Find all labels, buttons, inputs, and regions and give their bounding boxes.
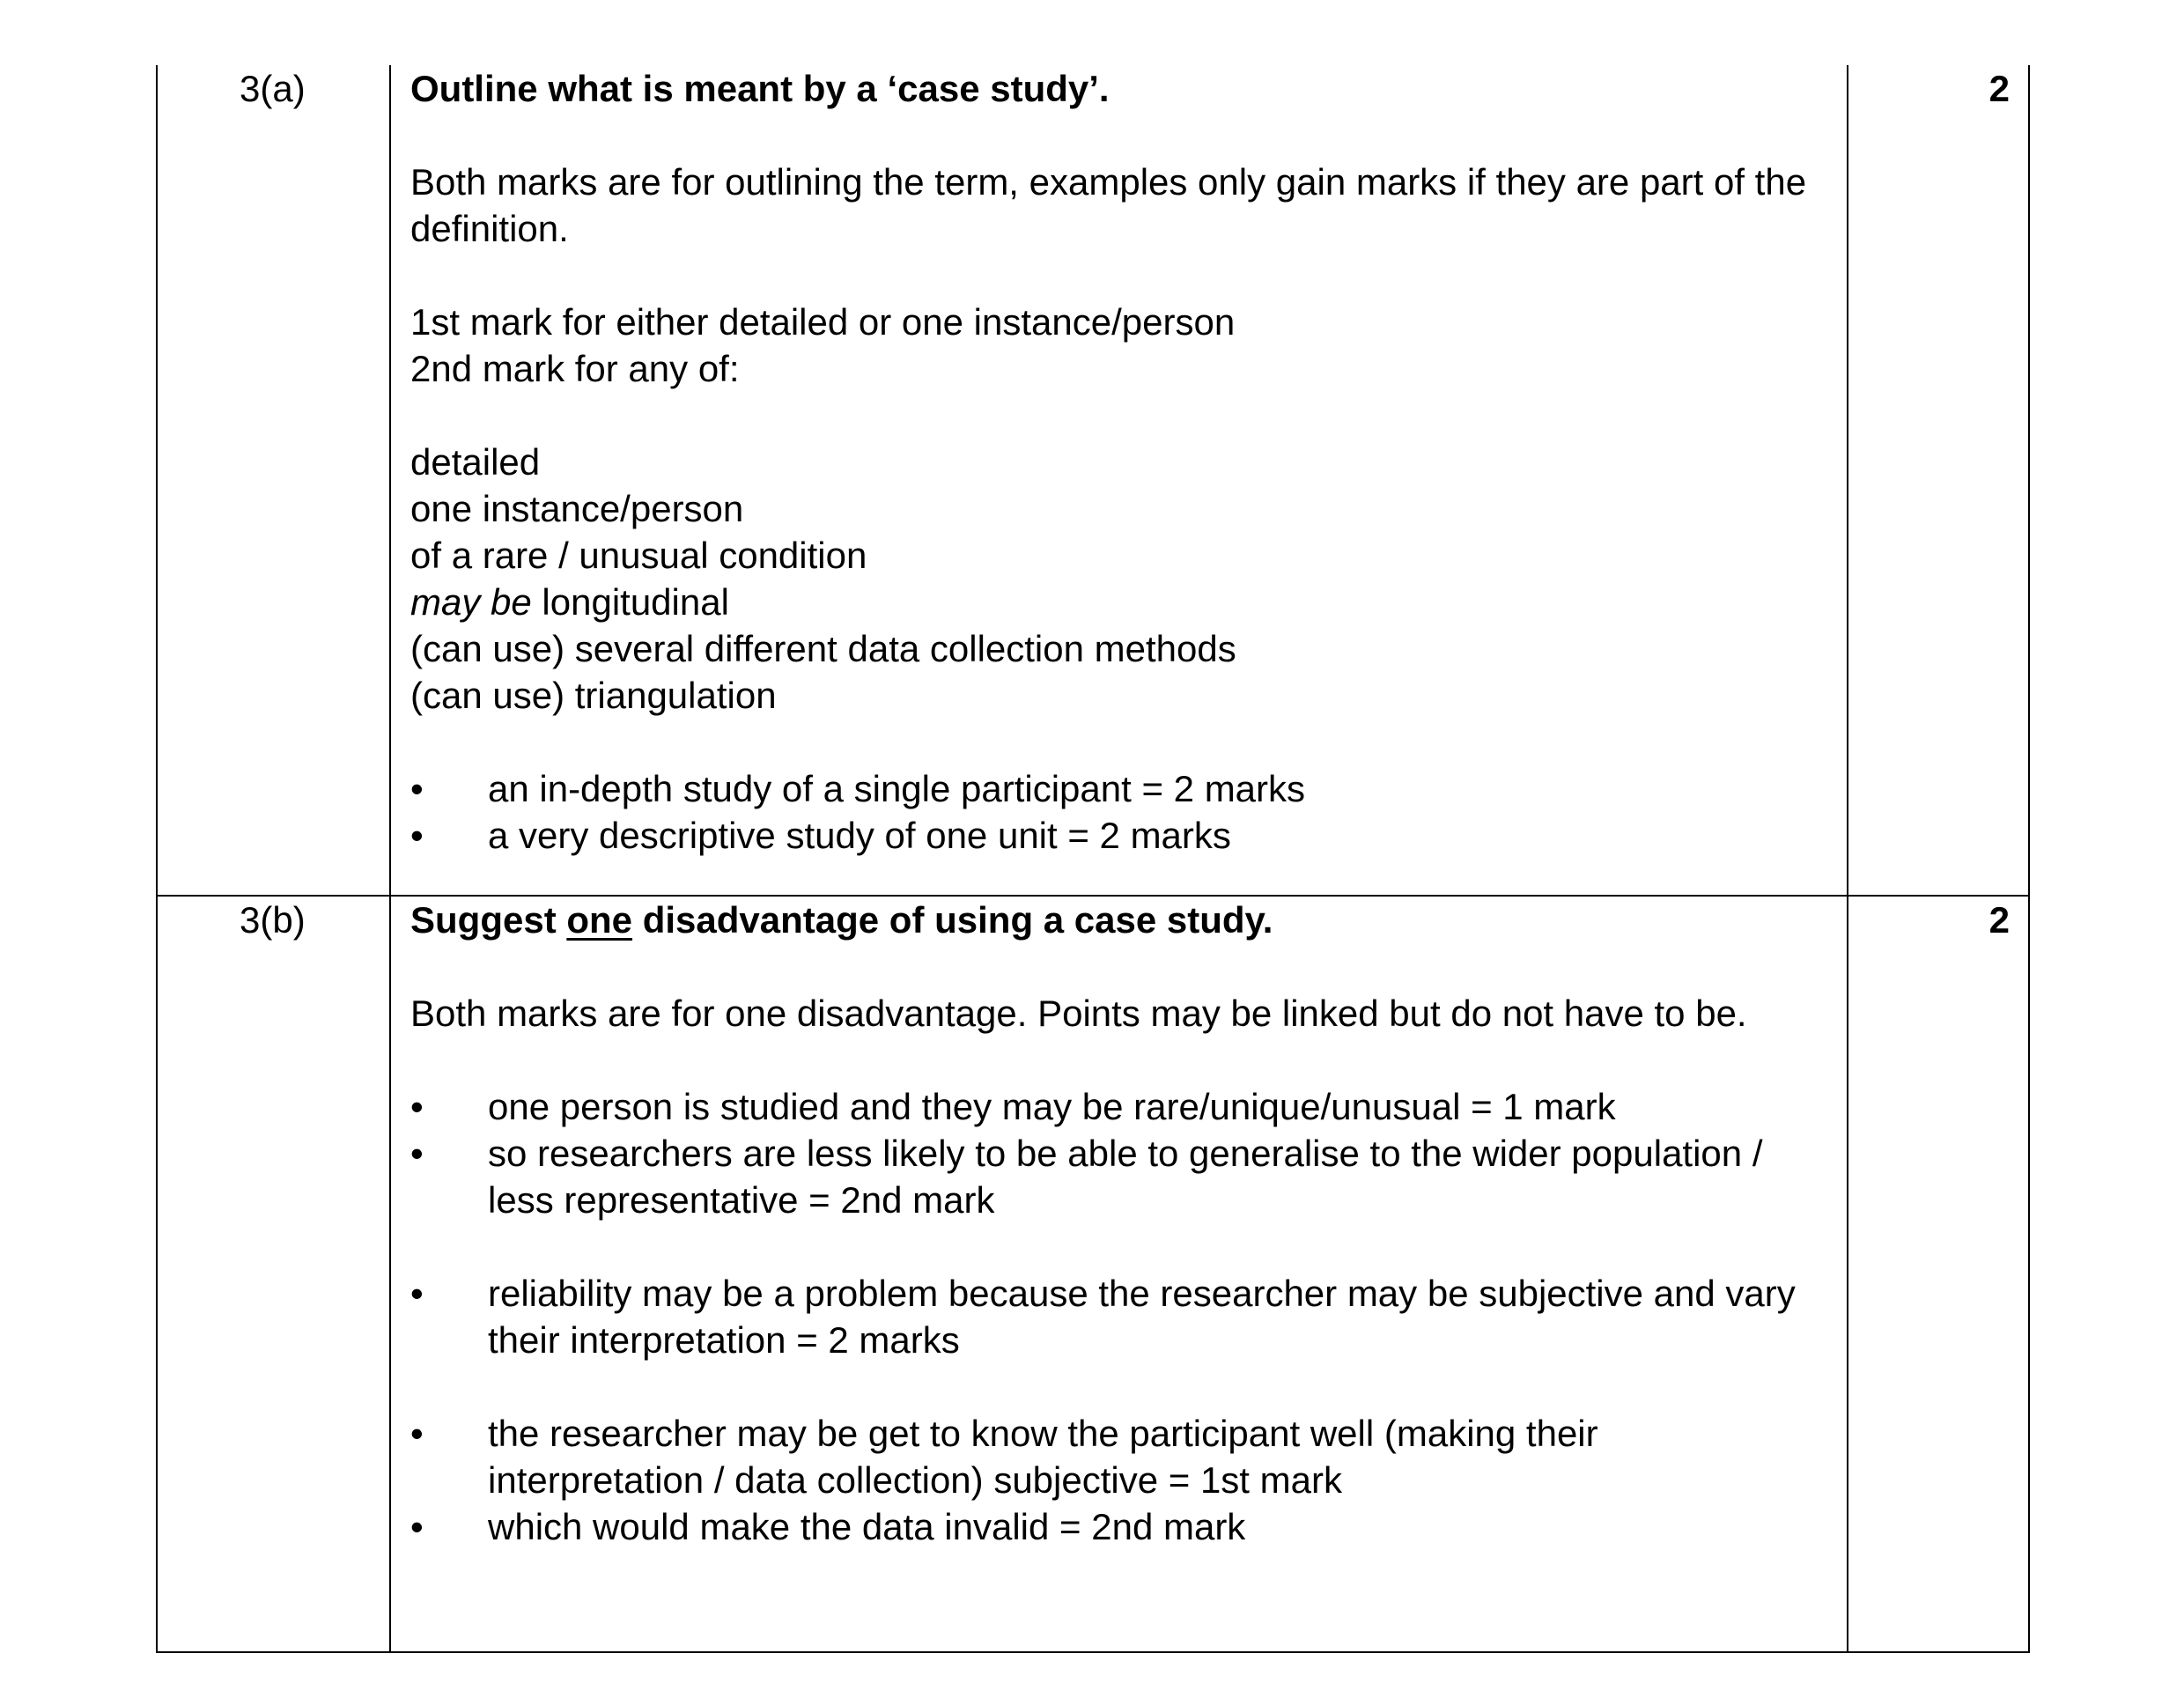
point-line: of a rare / unusual condition	[410, 535, 867, 576]
point-line	[410, 579, 1824, 625]
list-item: • reliability may be a problem because the researcher may be subjective and vary their interpretation = 2 marks	[410, 1270, 1824, 1363]
list-item: • an in-depth study of a single participant = 2 marks	[410, 765, 1824, 812]
answer-cell	[390, 896, 1848, 1652]
list-item: • the researcher may be get to know the participant well (making their interpretation / data collection) subjective = 1st mark	[410, 1410, 1824, 1503]
point-line: detailed	[410, 441, 541, 483]
point-line: one instance/person	[410, 488, 744, 529]
marks-cell	[1848, 896, 2029, 1652]
point-text: longitudinal	[542, 581, 729, 623]
bullet-list	[410, 1270, 1824, 1363]
point-line: (can use) several different data collection methods	[410, 628, 1236, 669]
list-item: • one person is studied and they may be rare/unique/unusual = 1 mark	[410, 1083, 1824, 1130]
question-underlined-word: one	[566, 899, 633, 941]
marks-cell	[1848, 65, 2029, 896]
mark-scheme-line: 1st mark for either detailed or one instance/person	[410, 301, 1236, 343]
question-number-cell	[157, 65, 390, 896]
question-text-start: Suggest	[410, 899, 557, 941]
table-row	[157, 896, 2029, 1652]
question-number: 3(b)	[240, 899, 306, 941]
may-be-prefix: may be	[410, 581, 532, 623]
mark-scheme-table	[156, 65, 2030, 1653]
question-text: Outline what is meant by a ‘case study’.	[410, 68, 1110, 109]
guidance-text: Both marks are for one disadvantage. Points may be linked but do not have to be.	[410, 993, 1747, 1034]
list-item: • which would make the data invalid = 2nd mark	[410, 1503, 1824, 1550]
bullet-list	[410, 765, 1824, 859]
answer-cell	[390, 65, 1848, 896]
table-row	[157, 65, 2029, 896]
point-line: (can use) triangulation	[410, 675, 777, 716]
mark-scheme-line: 2nd mark for any of:	[410, 348, 740, 389]
marks-value: 2	[1988, 899, 2010, 941]
list-item: • a very descriptive study of one unit = 2 marks	[410, 812, 1824, 859]
bullet-list	[410, 1083, 1824, 1223]
bullet-list	[410, 1410, 1824, 1550]
marks-value: 2	[1988, 68, 2010, 109]
question-text-end: disadvantage of using a case study.	[642, 899, 1273, 941]
list-item: • so researchers are less likely to be able to generalise to the wider population / less representative = 2nd mark	[410, 1130, 1824, 1223]
question-number-cell	[157, 896, 390, 1652]
question-text	[410, 897, 1824, 943]
question-number: 3(a)	[240, 68, 306, 109]
guidance-text: Both marks are for outlining the term, examples only gain marks if they are part of the definition.	[410, 161, 1807, 249]
